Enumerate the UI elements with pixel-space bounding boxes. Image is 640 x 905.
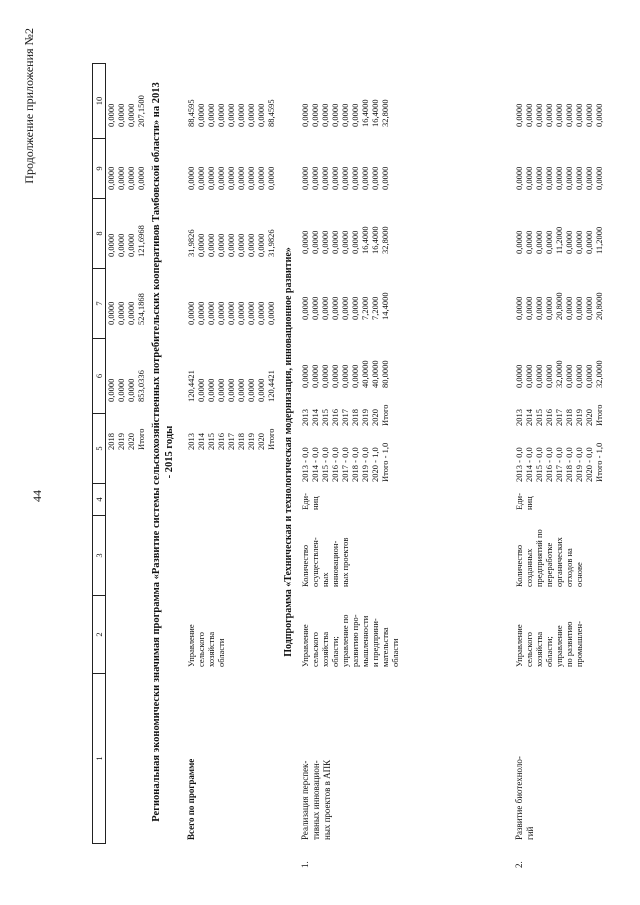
col-num-3: 3 bbox=[93, 516, 106, 596]
row1-years: 2013 2014 2015 2016 2017 2018 2019 2020 Итого bbox=[300, 404, 390, 426]
top-col7: 0,0000 0,0000 0,0000 524,1868 bbox=[106, 293, 146, 325]
top-col10: 0,0000 0,0000 0,0000 207,1500 bbox=[106, 95, 146, 127]
total-label: Всего по программе bbox=[186, 758, 196, 840]
row2-col6: 0,0000 0,0000 0,0000 0,0000 32,0000 0,0000 0,0000 0,0000 32,0000 bbox=[514, 360, 604, 388]
col-num-6: 6 bbox=[93, 339, 106, 414]
row2-years: 2013 2014 2015 2016 2017 2018 2019 2020 Итого bbox=[514, 404, 604, 426]
row1-executor: Управление сельского хозяйства области; управление по развитию про- мышленности и предприни- мательства области bbox=[300, 614, 400, 667]
row1-name: Реализация перспек- тивных инновацион- ных проектов в АПК bbox=[300, 759, 332, 840]
row2-col9: 0,0000 0,0000 0,0000 0,0000 0,0000 0,0000 0,0000 0,0000 0,0000 bbox=[514, 166, 604, 190]
total-col10: 88,4595 0,0000 0,0000 0,0000 0,0000 0,0000 0,0000 0,0000 88,4595 bbox=[186, 99, 276, 127]
program-title: Региональная экономически значимая программа «Развитие системы сельскохозяйственных потребительских кооперативов Тамбовской области» на 2013 - 2015 годы bbox=[151, 82, 175, 822]
row1-col7: 0,0000 0,0000 0,0000 0,0000 0,0000 0,0000 7,2000 7,2000 14,4000 bbox=[300, 292, 390, 320]
row2-col5: 2013 - 0,0 2014 - 0,0 2015 - 0,0 2016 - 0,0 2017 - 0,0 2018 - 0,0 2019 - 0,0 2020 - 0,0 Итого - 1,0 bbox=[514, 442, 604, 482]
col-num-5: 5 bbox=[93, 414, 106, 484]
row2-col10: 0,0000 0,0000 0,0000 0,0000 0,0000 0,0000 0,0000 0,0000 0,0000 bbox=[514, 103, 604, 127]
column-number-row bbox=[92, 63, 106, 844]
row1-indicator: Количество осуществлен- ных инновацион- ных проектов bbox=[300, 537, 350, 587]
total-col7: 0,0000 0,0000 0,0000 0,0000 0,0000 0,0000 0,0000 0,0000 0,0000 bbox=[186, 301, 276, 325]
row1-number: 1. bbox=[300, 861, 310, 868]
total-years: 2013 2014 2015 2016 2017 2018 2019 2020 Итого bbox=[186, 428, 276, 450]
total-col8: 31,9826 0,0000 0,0000 0,0000 0,0000 0,0000 0,0000 0,0000 31,9826 bbox=[186, 229, 276, 257]
row1-unit: Еди- ниц bbox=[300, 493, 320, 510]
appendix-caption: Продолжение приложения №2 bbox=[22, 28, 36, 184]
row1-col5: 2013 - 0,0 2014 - 0,0 2015 - 0,0 2016 - 0,0 2017 - 0,0 2018 - 0,0 2019 - 0,0 2020 - 1,0 Итого - 1,0 bbox=[300, 442, 390, 482]
row2-name: Развитие биотехноло- гий bbox=[514, 756, 535, 840]
col-num-1: 1 bbox=[93, 674, 106, 844]
col-num-8: 8 bbox=[93, 199, 106, 269]
row1-col9: 0,0000 0,0000 0,0000 0,0000 0,0000 0,0000 0,0000 0,0000 0,0000 bbox=[300, 166, 390, 190]
row1-col6: 0,0000 0,0000 0,0000 0,0000 0,0000 0,0000 40,0000 40,0000 80,0000 bbox=[300, 360, 390, 388]
page-number: 44 bbox=[30, 490, 44, 502]
col-num-9: 9 bbox=[93, 139, 106, 199]
total-executor: Управление сельского хозяйства области bbox=[186, 624, 226, 667]
row2-number: 2. bbox=[514, 861, 524, 868]
rotated-content bbox=[20, 22, 620, 882]
row2-executor: Управление сельского хозяйства области; управление по развитию промышлен- bbox=[514, 621, 584, 667]
top-col8: 0,0000 0,0000 0,0000 121,6968 bbox=[106, 225, 146, 257]
total-col6: 120,4421 0,0000 0,0000 0,0000 0,0000 0,0000 0,0000 0,0000 120,4421 bbox=[186, 370, 276, 402]
row2-col8: 0,0000 0,0000 0,0000 0,0000 11,2000 0,0000 0,0000 0,0000 11,2000 bbox=[514, 226, 604, 254]
row1-col10: 0,0000 0,0000 0,0000 0,0000 0,0000 0,0000 16,4000 16,4000 32,8000 bbox=[300, 99, 390, 127]
row2-indicator: Количество созданных предприятий по переработке органических отходов на основе bbox=[514, 529, 584, 587]
col-num-2: 2 bbox=[93, 596, 106, 674]
top-col9: 0,0000 0,0000 0,0000 0,0000 bbox=[106, 166, 146, 190]
subprogram-title: Подпрограмма «Техническая и технологическая модернизация, инновационное развитие» bbox=[283, 247, 294, 657]
top-years: 2018 2019 2020 Итого bbox=[106, 428, 146, 450]
top-col6: 0,0000 0,0000 0,0000 853,0336 bbox=[106, 370, 146, 402]
row2-unit: Еди- ниц bbox=[514, 493, 534, 510]
col-num-4: 4 bbox=[93, 484, 106, 516]
row2-col7: 0,0000 0,0000 0,0000 0,0000 20,8000 0,0000 0,0000 0,0000 20,8000 bbox=[514, 292, 604, 320]
row1-col8: 0,0000 0,0000 0,0000 0,0000 0,0000 0,0000 16,4000 16,4000 32,8000 bbox=[300, 226, 390, 254]
total-col9: 0,0000 0,0000 0,0000 0,0000 0,0000 0,0000 0,0000 0,0000 0,0000 bbox=[186, 166, 276, 190]
col-num-7: 7 bbox=[93, 269, 106, 339]
col-num-10: 10 bbox=[93, 64, 106, 139]
